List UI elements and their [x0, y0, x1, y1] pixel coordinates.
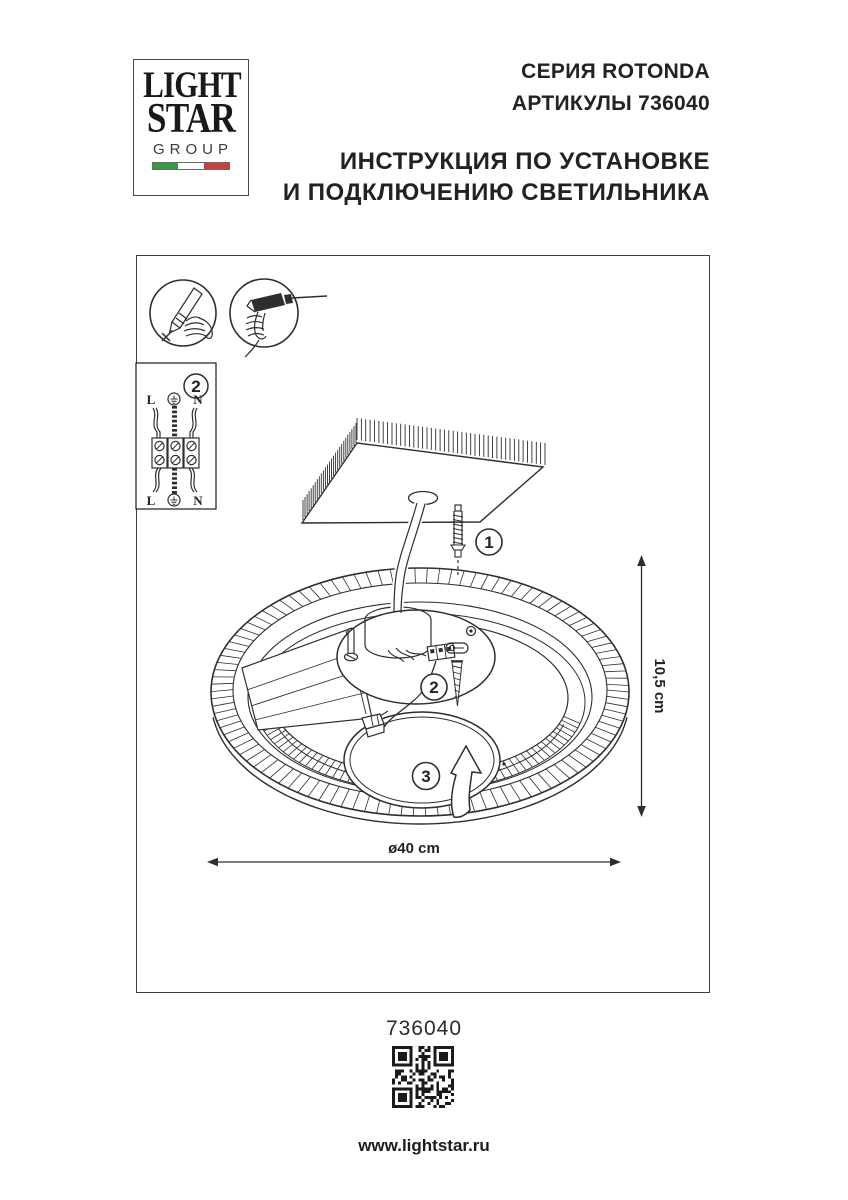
articles-line: АРТИКУЛЫ 736040 — [511, 92, 710, 115]
ceiling-hole — [409, 492, 438, 505]
height-dimension-label: 10,5 cm — [651, 658, 668, 714]
logo-word-light: LIGHT — [143, 65, 241, 106]
wire-label-l-bottom: L — [146, 493, 156, 508]
website-url: www.lightstar.ru — [358, 1136, 490, 1155]
pencil-marking-icon — [150, 280, 216, 346]
wiring-diagram — [136, 363, 216, 509]
wire-label-l-top: L — [146, 392, 156, 407]
title-line-2: И ПОДКЛЮЧЕНИЮ СВЕТИЛЬНИКА — [282, 179, 710, 206]
drill-icon — [230, 279, 327, 357]
diameter-dimension — [207, 840, 621, 866]
ceiling-panel — [302, 418, 545, 578]
logo-word-group: GROUP — [152, 141, 233, 159]
height-dimension — [637, 555, 668, 817]
wiring-step-number: 2 — [191, 377, 201, 396]
article-number: 736040 — [385, 1017, 463, 1040]
mounting-plate — [337, 607, 495, 704]
step-3-number: 3 — [421, 767, 431, 786]
qr-code — [392, 1046, 454, 1108]
diameter-dimension-label: ø40 cm — [388, 840, 440, 857]
series-line: СЕРИЯ ROTONDA — [521, 60, 710, 83]
wire-label-n-bottom: N — [193, 493, 203, 508]
title-line-1: ИНСТРУКЦИЯ ПО УСТАНОВКЕ — [339, 148, 710, 175]
logo-word-star: STAR — [146, 96, 236, 143]
step-2-number: 2 — [429, 678, 439, 697]
step-1-number: 1 — [484, 533, 494, 552]
wire-label-n-top: N — [193, 392, 203, 407]
